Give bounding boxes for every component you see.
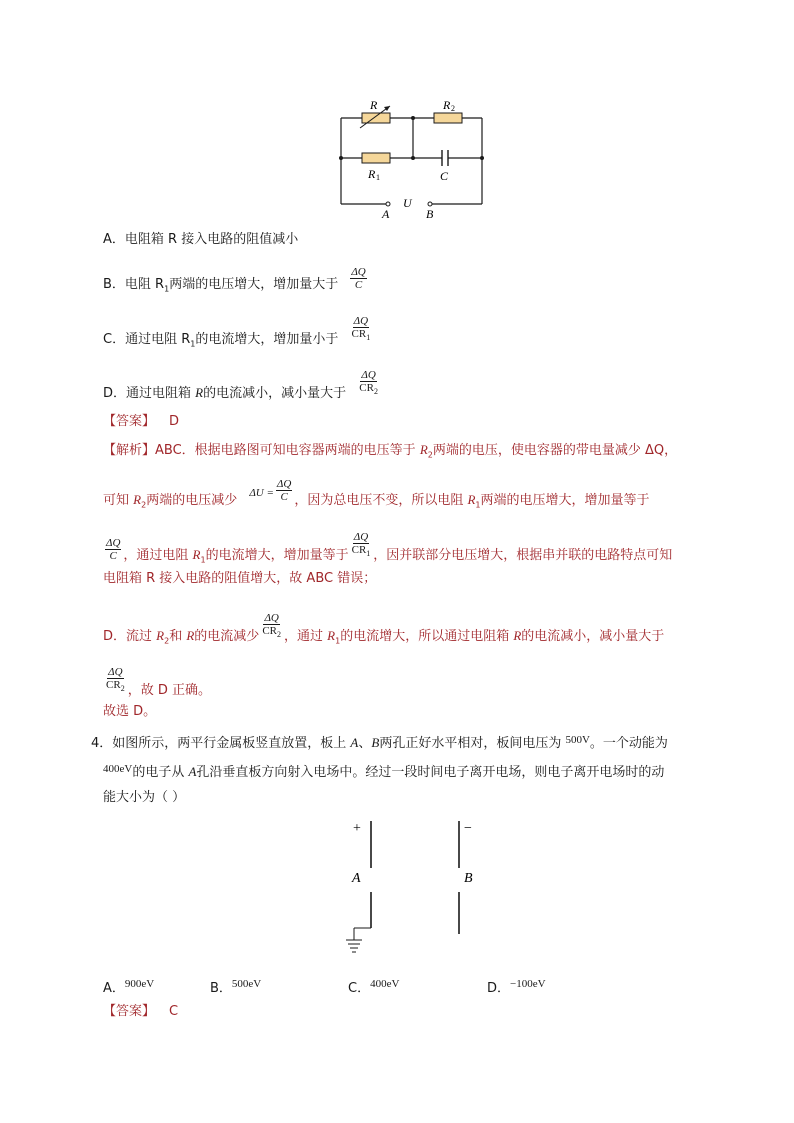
fraction: $\frac{\Delta Q}{CR_2}$: [359, 369, 378, 397]
minus-sign: −: [464, 821, 472, 836]
option-b: B．电阻 $R_1$两端的电压增大，增加量大于 $\frac{\Delta Q}{C}$: [103, 266, 366, 294]
label-R2: R: [443, 98, 451, 112]
fraction: $\frac{\Delta Q}{CR_1}$: [351, 315, 371, 343]
label-A: A: [382, 207, 390, 221]
circuit-diagram: [330, 92, 500, 222]
option-d: D．通过电阻箱 R的电流减小，减小量大于 $\frac{\Delta Q}{CR_2}$: [103, 369, 378, 402]
fraction: $\frac{\Delta Q}{C}$: [351, 266, 366, 291]
plates-diagram: [340, 816, 490, 966]
explanation-line-7: 故选 D。: [103, 704, 157, 719]
plus-sign: +: [353, 821, 361, 836]
label-R: R: [370, 98, 378, 112]
answer-q4: 【答案】 C: [103, 1004, 179, 1019]
plate-b-label: B: [464, 871, 473, 886]
label-R1: R: [368, 167, 376, 181]
q4-text-line-2: $^{400eV}$的电子从 A孔沿垂直板方向射入电场中。经过一段时间电子离开电场，则电子离开电场时的动: [103, 763, 665, 780]
explanation-line-5: D．流过 $R_2$和 R的电流减少 $\frac{\Delta Q}{CR_2}$ ，通过 $R_1$的电流增大，所以通过电阻箱 R的电流减小，减小量大于: [103, 612, 665, 646]
q4-text-line-1: 4．如图所示，两平行金属板竖直放置，板上 A、B两孔正好水平相对，板间电压为 $^{500V}$。一个动能为: [91, 734, 668, 751]
label-R1-sub: 1: [376, 173, 380, 182]
q4-option-c: C．$^{400eV}$: [348, 978, 400, 996]
answer-q3: 【答案】 D: [103, 414, 180, 429]
q4-option-b: B．$^{500eV}$: [210, 978, 262, 996]
label-C: C: [440, 169, 449, 183]
plate-a-label: A: [352, 871, 361, 886]
explanation-line-6: $\frac{\Delta Q}{CR_2}$ ，故 D 正确。: [106, 666, 211, 699]
label-U: U: [403, 196, 412, 210]
explanation-line-3: $\frac{\Delta Q}{C}$ ，通过电阻 $R_1$的电流增大，增加量等于 $\frac{\Delta Q}{CR_1}$ ，因并联部分电压增大，根据串并联的电路特点可知: [106, 531, 673, 565]
label-B: B: [426, 207, 434, 221]
option-c: C．通过电阻 $R_1$的电流增大，增加量小于 $\frac{\Delta Q}{CR_1}$: [103, 315, 371, 349]
label-R2-sub: 2: [451, 104, 455, 113]
q4-option-d: D．$^{-100eV}$: [487, 978, 546, 996]
explanation-line-4: 电阻箱 R 接入电路的阻值增大，故 ABC 错误；: [103, 571, 377, 586]
q4-option-a: A．$^{900eV}$: [103, 978, 155, 996]
explanation-line-1: 【解析】ABC．根据电路图可知电容器两端的电压等于 $R_2$两端的电压，使电容器的带电量减少 ΔQ，: [103, 442, 678, 460]
explanation-line-2: 可知 $R_2$两端的电压减少 ΔU = $\frac{\Delta Q}{C}$ ，因为总电压不变，所以电阻 $R_1$两端的电压增大，增加量等于: [103, 478, 650, 510]
option-a: A．电阻箱 R 接入电路的阻值减小: [103, 232, 299, 247]
q4-text-line-3: 能大小为（ ）: [103, 790, 186, 805]
